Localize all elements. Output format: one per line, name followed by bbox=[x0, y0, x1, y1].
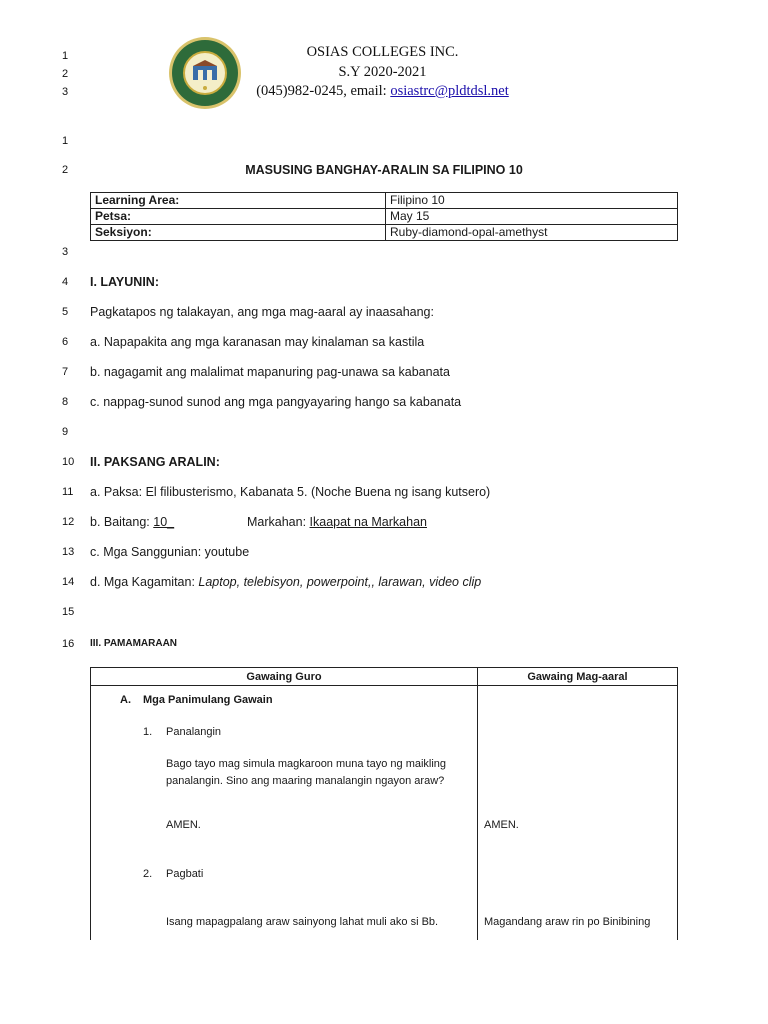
amen-response: AMEN. bbox=[484, 819, 519, 831]
baitang-value: 10_ bbox=[153, 515, 175, 529]
markahan-value: Ikaapat na Markahan bbox=[309, 515, 427, 529]
amen-text: AMEN. bbox=[166, 819, 201, 831]
pamamaraan-table bbox=[90, 667, 678, 940]
info-value: Ruby-diamond-opal-amethyst bbox=[386, 225, 678, 241]
column-header-guro: Gawaing Guro bbox=[91, 668, 478, 686]
table-row bbox=[91, 225, 678, 241]
step-title: Panalangin bbox=[166, 726, 222, 738]
layunin-item: a. Napapakita ang mga karanasan may kinalaman sa kastila bbox=[90, 335, 425, 349]
column-header-magaaral: Gawaing Mag-aaral bbox=[478, 668, 678, 686]
email-link[interactable]: osiastrc@pldtdsl.net bbox=[390, 83, 509, 99]
line-number: 11 bbox=[62, 486, 74, 498]
info-value: May 15 bbox=[386, 209, 678, 225]
school-logo bbox=[168, 36, 242, 110]
line-number: 13 bbox=[62, 546, 75, 558]
layunin-item: b. nagagamit ang malalimat mapanuring pag-unawa sa kabanata bbox=[90, 365, 450, 379]
school-name: OSIAS COLLEGES INC. bbox=[306, 44, 459, 60]
line-number: 7 bbox=[62, 366, 69, 378]
pamamaraan-heading: III. PAMAMARAAN bbox=[90, 638, 178, 649]
contact-line bbox=[250, 83, 515, 100]
info-label: Petsa: bbox=[91, 209, 386, 225]
info-label: Learning Area: bbox=[91, 193, 386, 209]
step-title: Pagbati bbox=[166, 868, 204, 880]
step-text: Isang mapagpalang araw sainyong lahat muli ako si Bb. bbox=[166, 916, 439, 928]
paksa-line: a. Paksa: El filibusterismo, Kabanata 5. (Noche Buena ng isang kutsero) bbox=[90, 485, 491, 499]
info-table bbox=[90, 192, 678, 241]
layunin-intro: Pagkatapos ng talakayan, ang mga mag-aaral ay inaasahang: bbox=[90, 305, 434, 319]
kagamitan-line bbox=[90, 575, 481, 589]
line-number: 3 bbox=[62, 86, 69, 98]
step-number: 1. bbox=[143, 726, 153, 738]
guro-cell bbox=[91, 686, 478, 941]
table-header-row bbox=[91, 668, 678, 686]
document-title: MASUSING BANGHAY-ARALIN SA FILIPINO 10 bbox=[245, 163, 523, 177]
sanggunian-line: c. Mga Sanggunian: youtube bbox=[90, 545, 250, 559]
step-text: panalangin. Sino ang maaring manalangin ngayon araw? bbox=[166, 775, 445, 787]
contact-prefix: (045)982-0245, email: bbox=[256, 83, 391, 99]
line-number: 15 bbox=[62, 606, 75, 618]
table-row bbox=[91, 209, 678, 225]
table-row bbox=[91, 686, 678, 941]
markahan-line bbox=[247, 515, 427, 529]
baitang-line bbox=[90, 515, 174, 529]
step-number: 2. bbox=[143, 868, 153, 880]
table-row bbox=[91, 193, 678, 209]
info-label: Seksiyon: bbox=[91, 225, 386, 241]
line-number: 14 bbox=[62, 576, 75, 588]
line-number: 2 bbox=[62, 68, 69, 80]
kagamitan-value: Laptop, telebisyon, powerpoint,, larawan, video clip bbox=[198, 575, 482, 589]
line-number: 3 bbox=[62, 246, 69, 258]
markahan-label: Markahan: bbox=[247, 515, 310, 529]
line-number: 12 bbox=[62, 516, 75, 528]
line-number: 16 bbox=[62, 638, 75, 650]
line-number: 10 bbox=[62, 456, 75, 468]
greeting-response: Magandang araw rin po Binibining bbox=[484, 916, 651, 928]
line-number: 1 bbox=[62, 50, 69, 62]
layunin-heading: I. LAYUNIN: bbox=[90, 275, 159, 289]
baitang-label: b. Baitang: bbox=[90, 515, 154, 529]
line-number: 2 bbox=[62, 164, 69, 176]
line-number: 1 bbox=[62, 135, 69, 147]
line-number: 9 bbox=[62, 426, 69, 438]
line-number: 4 bbox=[62, 276, 69, 288]
paksang-aralin-heading: II. PAKSANG ARALIN: bbox=[90, 455, 220, 469]
line-number: 5 bbox=[62, 306, 69, 318]
school-year: S.Y 2020-2021 bbox=[338, 64, 427, 80]
layunin-item: c. nappag-sunod sunod ang mga pangyayaring hango sa kabanata bbox=[90, 395, 462, 409]
line-number: 8 bbox=[62, 396, 69, 408]
kagamitan-label: d. Mga Kagamitan: bbox=[90, 575, 199, 589]
section-letter: A. bbox=[120, 694, 131, 706]
magaaral-cell bbox=[478, 686, 678, 941]
info-value: Filipino 10 bbox=[386, 193, 678, 209]
step-text: Bago tayo mag simula magkaroon muna tayo ng maikling bbox=[166, 758, 447, 770]
section-title: Mga Panimulang Gawain bbox=[143, 694, 273, 706]
line-number: 6 bbox=[62, 336, 69, 348]
